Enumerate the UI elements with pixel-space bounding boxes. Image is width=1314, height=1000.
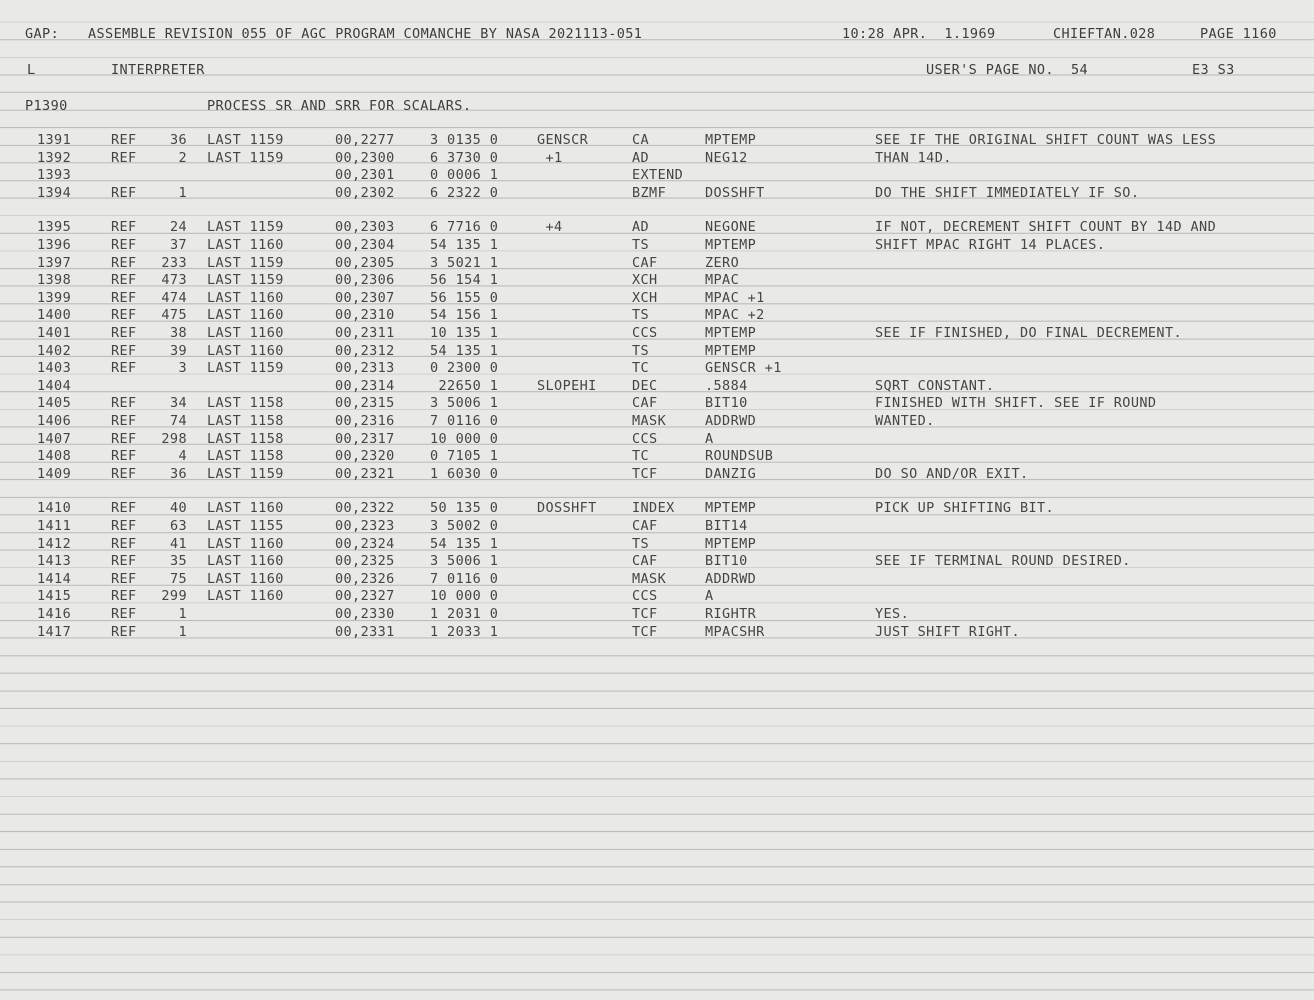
opcode: TCF <box>632 606 658 622</box>
ref-label: REF <box>111 535 137 552</box>
opcode: CCS <box>632 588 658 605</box>
line-number: 1412 <box>37 535 72 552</box>
ref-count: 35 <box>169 553 187 570</box>
address: 00,2303 <box>335 219 395 236</box>
subheader-left: L <box>27 62 36 78</box>
symbol-label: +1 <box>537 149 563 166</box>
ref-label: REF <box>111 518 137 534</box>
octal-word: 50 135 0 <box>430 500 499 517</box>
operand: NEGONE <box>705 219 757 236</box>
line-number: 1410 <box>37 500 72 517</box>
opcode: CCS <box>632 430 658 447</box>
line-number: 1406 <box>37 413 72 429</box>
octal-word: 10 000 0 <box>430 588 499 605</box>
ref-label: REF <box>111 395 137 412</box>
comment: WANTED. <box>875 413 935 429</box>
user-page-number: USER'S PAGE NO. 54 <box>926 62 1089 78</box>
ref-count: 74 <box>169 413 187 429</box>
address: 00,2302 <box>335 184 395 201</box>
line-number: 1401 <box>37 325 72 341</box>
listing-row <box>0 166 1314 184</box>
ref-label: REF <box>111 623 137 640</box>
listing-row <box>0 218 1314 236</box>
octal-word: 3 5006 1 <box>430 395 499 412</box>
operand: MPAC +1 <box>705 289 765 306</box>
line-number: 1405 <box>37 395 72 412</box>
ref-count: 475 <box>161 307 187 324</box>
last-ref: LAST 1160 <box>207 289 284 306</box>
listing-row <box>0 149 1314 167</box>
operand: MPAC <box>705 272 740 289</box>
line-number: 1408 <box>37 448 72 465</box>
ref-count: 3 <box>178 360 187 377</box>
octal-word: 7 0116 0 <box>430 413 499 429</box>
line-number: 1414 <box>37 570 72 587</box>
line-number: 1395 <box>37 219 72 236</box>
octal-word: 54 135 1 <box>430 342 499 359</box>
operand: MPTEMP <box>705 500 757 517</box>
operand: BIT10 <box>705 395 748 412</box>
ref-count: 1 <box>178 184 187 201</box>
comment: SQRT CONSTANT. <box>875 377 995 394</box>
comment: THAN 14D. <box>875 149 952 166</box>
opcode: MASK <box>632 413 667 429</box>
address: 00,2330 <box>335 606 395 622</box>
ref-count: 39 <box>169 342 187 359</box>
ref-count: 233 <box>161 254 187 271</box>
listing-row <box>0 184 1314 202</box>
last-ref: LAST 1158 <box>207 430 284 447</box>
block-title <box>0 97 1314 115</box>
page-number: PAGE 1160 <box>1200 26 1277 42</box>
comment: IF NOT, DECREMENT SHIFT COUNT BY 14D AND <box>875 219 1217 236</box>
address: 00,2307 <box>335 289 395 306</box>
listing-row <box>0 570 1314 588</box>
ref-count: 298 <box>161 430 187 447</box>
octal-word: 0 2300 0 <box>430 360 499 377</box>
block-id: P1390 <box>25 98 68 114</box>
ref-label: REF <box>111 570 137 587</box>
comment: FINISHED WITH SHIFT. SEE IF ROUND <box>875 395 1157 412</box>
ref-label: REF <box>111 272 137 289</box>
ref-label: REF <box>111 588 137 605</box>
operand: MPTEMP <box>705 535 757 552</box>
ref-label: REF <box>111 149 137 166</box>
octal-word: 3 0135 0 <box>430 132 499 148</box>
opcode: TCF <box>632 623 658 640</box>
address: 00,2326 <box>335 570 395 587</box>
ref-label: REF <box>111 307 137 324</box>
address: 00,2304 <box>335 237 395 253</box>
last-ref: LAST 1159 <box>207 465 284 482</box>
octal-word: 56 155 0 <box>430 289 499 306</box>
last-ref: LAST 1158 <box>207 413 284 429</box>
bank-code: E3 S3 <box>1192 62 1235 78</box>
comment: SEE IF TERMINAL ROUND DESIRED. <box>875 553 1131 570</box>
opcode: CAF <box>632 254 658 271</box>
octal-word: 6 2322 0 <box>430 184 499 201</box>
ref-label: REF <box>111 254 137 271</box>
operand: MPACSHR <box>705 623 765 640</box>
opcode: TC <box>632 448 650 465</box>
address: 00,2301 <box>335 167 395 184</box>
comment: SEE IF THE ORIGINAL SHIFT COUNT WAS LESS <box>875 132 1217 148</box>
address: 00,2323 <box>335 518 395 534</box>
octal-word: 3 5002 0 <box>430 518 499 534</box>
comment: YES. <box>875 606 910 622</box>
comment: SEE IF FINISHED, DO FINAL DECREMENT. <box>875 325 1182 341</box>
operand: MPTEMP <box>705 325 757 341</box>
opcode: TC <box>632 360 650 377</box>
address: 00,2324 <box>335 535 395 552</box>
octal-word: 1 6030 0 <box>430 465 499 482</box>
ref-label: REF <box>111 132 137 148</box>
line-number: 1402 <box>37 342 72 359</box>
ref-count: 299 <box>161 588 187 605</box>
symbol-label: +4 <box>537 219 563 236</box>
ref-count: 36 <box>169 465 187 482</box>
ref-label: REF <box>111 289 137 306</box>
last-ref: LAST 1160 <box>207 553 284 570</box>
address: 00,2314 <box>335 377 395 394</box>
ref-count: 36 <box>169 132 187 148</box>
job-name: CHIEFTAN.028 <box>1053 26 1156 42</box>
address: 00,2317 <box>335 430 395 447</box>
operand: BIT14 <box>705 518 748 534</box>
operand: A <box>705 588 714 605</box>
line-number: 1391 <box>37 132 72 148</box>
block-title-text: PROCESS SR AND SRR FOR SCALARS. <box>207 98 472 114</box>
line-number: 1413 <box>37 553 72 570</box>
listing-row <box>0 552 1314 570</box>
octal-word: 1 2031 0 <box>430 606 499 622</box>
opcode: XCH <box>632 289 658 306</box>
ref-label: REF <box>111 430 137 447</box>
listing-row <box>0 394 1314 412</box>
listing-row <box>0 412 1314 430</box>
address: 00,2331 <box>335 623 395 640</box>
comment: PICK UP SHIFTING BIT. <box>875 500 1055 517</box>
last-ref: LAST 1160 <box>207 500 284 517</box>
operand: ZERO <box>705 254 740 271</box>
line-number: 1409 <box>37 465 72 482</box>
line-number: 1394 <box>37 184 72 201</box>
last-ref: LAST 1155 <box>207 518 284 534</box>
octal-word: 7 0116 0 <box>430 570 499 587</box>
last-ref: LAST 1159 <box>207 360 284 377</box>
opcode: AD <box>632 149 650 166</box>
ref-count: 24 <box>169 219 187 236</box>
ref-label: REF <box>111 553 137 570</box>
operand: BIT10 <box>705 553 748 570</box>
opcode: INDEX <box>632 500 675 517</box>
octal-word: 54 135 1 <box>430 237 499 253</box>
octal-word: 6 7716 0 <box>430 219 499 236</box>
line-number: 1392 <box>37 149 72 166</box>
listing-row <box>0 465 1314 483</box>
ref-label: REF <box>111 448 137 465</box>
last-ref: LAST 1159 <box>207 219 284 236</box>
listing-row <box>0 289 1314 307</box>
operand: MPTEMP <box>705 132 757 148</box>
opcode: XCH <box>632 272 658 289</box>
gap-label: GAP: <box>25 26 60 42</box>
operand: A <box>705 430 714 447</box>
opcode: AD <box>632 219 650 236</box>
last-ref: LAST 1160 <box>207 237 284 253</box>
comment: DO SO AND/OR EXIT. <box>875 465 1029 482</box>
line-number: 1416 <box>37 606 72 622</box>
ref-count: 37 <box>169 237 187 253</box>
operand: MPAC +2 <box>705 307 765 324</box>
octal-word: 22650 1 <box>430 377 499 394</box>
address: 00,2313 <box>335 360 395 377</box>
ref-label: REF <box>111 184 137 201</box>
last-ref: LAST 1159 <box>207 149 284 166</box>
ref-count: 63 <box>169 518 187 534</box>
operand: RIGHTR <box>705 606 757 622</box>
listing-row <box>0 306 1314 324</box>
listing-row <box>0 499 1314 517</box>
line-number: 1398 <box>37 272 72 289</box>
opcode: TCF <box>632 465 658 482</box>
line-number: 1399 <box>37 289 72 306</box>
comment: JUST SHIFT RIGHT. <box>875 623 1020 640</box>
ref-label: REF <box>111 237 137 253</box>
ref-label: REF <box>111 325 137 341</box>
ref-label: REF <box>111 360 137 377</box>
last-ref: LAST 1160 <box>207 535 284 552</box>
line-number: 1417 <box>37 623 72 640</box>
address: 00,2321 <box>335 465 395 482</box>
operand: DOSSHFT <box>705 184 765 201</box>
opcode: EXTEND <box>632 167 684 184</box>
opcode: TS <box>632 237 650 253</box>
operand: ADDRWD <box>705 570 757 587</box>
octal-word: 54 135 1 <box>430 535 499 552</box>
ref-count: 1 <box>178 606 187 622</box>
line-number: 1403 <box>37 360 72 377</box>
opcode: DEC <box>632 377 658 394</box>
symbol-label: SLOPEHI <box>537 377 597 394</box>
opcode: CA <box>632 132 650 148</box>
ref-count: 34 <box>169 395 187 412</box>
last-ref: LAST 1159 <box>207 254 284 271</box>
listing-row <box>0 254 1314 272</box>
octal-word: 0 0006 1 <box>430 167 499 184</box>
address: 00,2310 <box>335 307 395 324</box>
opcode: MASK <box>632 570 667 587</box>
opcode: CAF <box>632 518 658 534</box>
line-number: 1400 <box>37 307 72 324</box>
last-ref: LAST 1159 <box>207 272 284 289</box>
symbol-label: DOSSHFT <box>537 500 597 517</box>
listing-row <box>0 324 1314 342</box>
octal-word: 10 135 1 <box>430 325 499 341</box>
octal-word: 56 154 1 <box>430 272 499 289</box>
ref-count: 41 <box>169 535 187 552</box>
address: 00,2306 <box>335 272 395 289</box>
octal-word: 0 7105 1 <box>430 448 499 465</box>
octal-word: 6 3730 0 <box>430 149 499 166</box>
listing-row <box>0 605 1314 623</box>
octal-word: 1 2033 1 <box>430 623 499 640</box>
opcode: CAF <box>632 553 658 570</box>
ref-label: REF <box>111 342 137 359</box>
address: 00,2300 <box>335 149 395 166</box>
ref-count: 2 <box>178 149 187 166</box>
ref-label: REF <box>111 606 137 622</box>
listing-row <box>0 447 1314 465</box>
octal-word: 10 000 0 <box>430 430 499 447</box>
assembly-title: ASSEMBLE REVISION 055 OF AGC PROGRAM COMANCHE BY NASA 2021113-051 <box>88 26 643 42</box>
ref-count: 40 <box>169 500 187 517</box>
listing-row <box>0 587 1314 605</box>
line-number: 1397 <box>37 254 72 271</box>
operand: MPTEMP <box>705 237 757 253</box>
line-number: 1396 <box>37 237 72 253</box>
listing-row <box>0 236 1314 254</box>
opcode: CCS <box>632 325 658 341</box>
opcode: TS <box>632 307 650 324</box>
octal-word: 3 5021 1 <box>430 254 499 271</box>
line-number: 1415 <box>37 588 72 605</box>
line-number: 1407 <box>37 430 72 447</box>
octal-word: 3 5006 1 <box>430 553 499 570</box>
comment: DO THE SHIFT IMMEDIATELY IF SO. <box>875 184 1140 201</box>
ref-label: REF <box>111 500 137 517</box>
listing-row <box>0 271 1314 289</box>
last-ref: LAST 1160 <box>207 570 284 587</box>
comment: SHIFT MPAC RIGHT 14 PLACES. <box>875 237 1106 253</box>
symbol-label: GENSCR <box>537 132 589 148</box>
last-ref: LAST 1159 <box>207 132 284 148</box>
last-ref: LAST 1158 <box>207 448 284 465</box>
listing-row <box>0 342 1314 360</box>
operand: ADDRWD <box>705 413 757 429</box>
address: 00,2320 <box>335 448 395 465</box>
operand: GENSCR +1 <box>705 360 782 377</box>
operand: MPTEMP <box>705 342 757 359</box>
listing-row <box>0 377 1314 395</box>
octal-word: 54 156 1 <box>430 307 499 324</box>
last-ref: LAST 1158 <box>207 395 284 412</box>
listing-row <box>0 430 1314 448</box>
line-number: 1404 <box>37 377 72 394</box>
ref-label: REF <box>111 465 137 482</box>
opcode: TS <box>632 342 650 359</box>
ref-label: REF <box>111 413 137 429</box>
opcode: BZMF <box>632 184 667 201</box>
operand: NEG12 <box>705 149 748 166</box>
listing-subheader <box>0 61 1314 79</box>
listing-row <box>0 359 1314 377</box>
ref-count: 473 <box>161 272 187 289</box>
listing-row <box>0 535 1314 553</box>
address: 00,2325 <box>335 553 395 570</box>
address: 00,2315 <box>335 395 395 412</box>
ref-label: REF <box>111 219 137 236</box>
last-ref: LAST 1160 <box>207 588 284 605</box>
listing-header <box>0 25 1314 43</box>
operand: ROUNDSUB <box>705 448 774 465</box>
listing-row <box>0 517 1314 535</box>
line-number: 1393 <box>37 167 72 184</box>
last-ref: LAST 1160 <box>207 325 284 341</box>
listing-row <box>0 131 1314 149</box>
address: 00,2311 <box>335 325 395 341</box>
address: 00,2322 <box>335 500 395 517</box>
opcode: CAF <box>632 395 658 412</box>
operand: DANZIG <box>705 465 757 482</box>
address: 00,2312 <box>335 342 395 359</box>
last-ref: LAST 1160 <box>207 307 284 324</box>
address: 00,2305 <box>335 254 395 271</box>
timestamp: 10:28 APR. 1.1969 <box>842 26 996 42</box>
ref-count: 38 <box>169 325 187 341</box>
ref-count: 75 <box>169 570 187 587</box>
listing-row <box>0 623 1314 641</box>
line-number: 1411 <box>37 518 72 534</box>
address: 00,2316 <box>335 413 395 429</box>
last-ref: LAST 1160 <box>207 342 284 359</box>
opcode: TS <box>632 535 650 552</box>
section-name: INTERPRETER <box>111 62 205 78</box>
ref-count: 4 <box>178 448 187 465</box>
address: 00,2327 <box>335 588 395 605</box>
address: 00,2277 <box>335 132 395 148</box>
ref-count: 474 <box>161 289 187 306</box>
ref-count: 1 <box>178 623 187 640</box>
operand: .5884 <box>705 377 748 394</box>
